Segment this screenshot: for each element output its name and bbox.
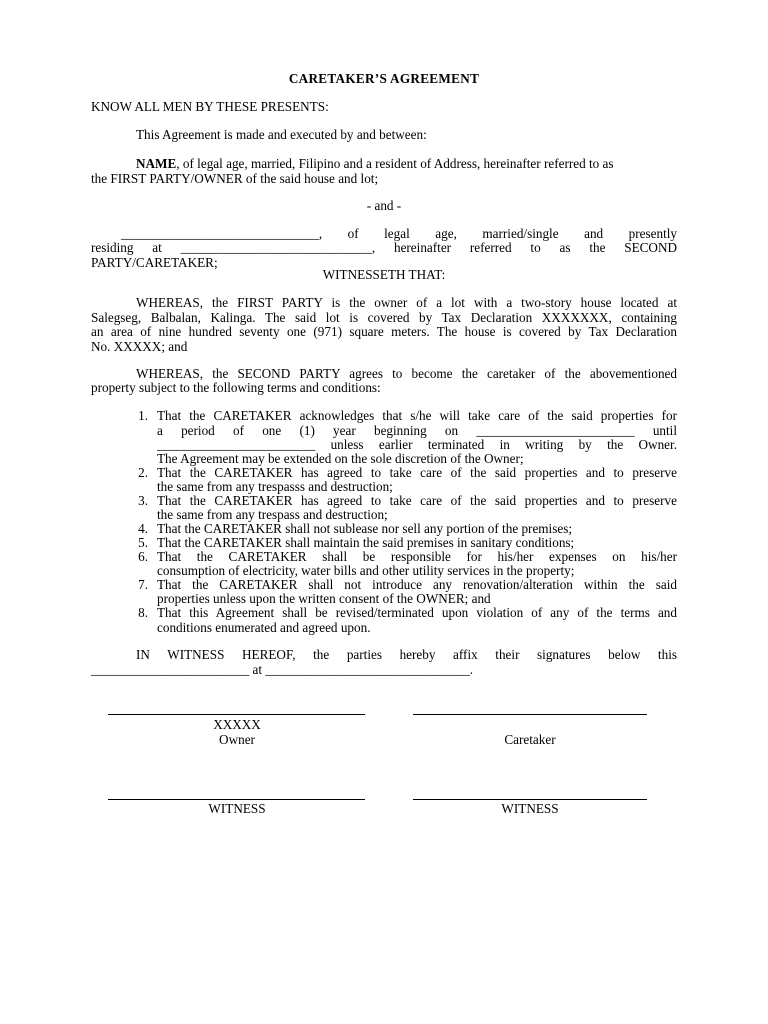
term-3-line-1: That the CARETAKER has agreed to take care of the said properties and to preserve xyxy=(157,493,677,508)
term-8-line-2: conditions enumerated and agreed upon. xyxy=(157,620,371,635)
second-party-line-2: residing at _____________________________, hereinafter referred to as the SECOND xyxy=(91,240,677,255)
page-title: CARETAKER’S AGREEMENT xyxy=(288,71,480,86)
term-2-line-1: That the CARETAKER has agreed to take care of the said properties and to preserve xyxy=(157,465,677,480)
intro-line: KNOW ALL MEN BY THESE PRESENTS: xyxy=(91,99,329,114)
term-5-line-1: That the CARETAKER shall maintain the said premises in sanitary conditions; xyxy=(157,535,575,550)
whereas-2-line-1: WHEREAS, the SECOND PARTY agrees to become the caretaker of the abovementioned xyxy=(136,366,677,381)
term-5-number: 5. xyxy=(138,535,148,550)
witness-left-signature-line xyxy=(108,799,365,800)
term-4-line-1: That the CARETAKER shall not sublease nor sell any portion of the premises; xyxy=(157,521,573,536)
term-1-line-1: That the CARETAKER acknowledges that s/he will take care of the said properties for xyxy=(157,408,677,423)
second-party-line-3: PARTY/CARETAKER; xyxy=(91,255,218,270)
whereas-1-line-3: an area of nine hundred seventy one (971) square meters. The house is covered by Tax Declaration xyxy=(91,324,677,339)
witness-hereof-line-2: ________________________ at _______________________________. xyxy=(91,662,474,677)
term-8-line-1: That this Agreement shall be revised/terminated upon violation of any of the terms and xyxy=(157,605,677,620)
term-6-line-1: That the CARETAKER shall be responsible for his/her expenses on his/her xyxy=(157,549,677,564)
witness-right-label: WITNESS xyxy=(501,801,559,816)
term-3-line-2: the same from any trespass and destruction; xyxy=(157,507,388,522)
and-separator: - and - xyxy=(366,198,402,213)
whereas-1-line-2: Salegseg, Balbalan, Kalinga. The said lot is covered by Tax Declaration XXXXXXX, containing xyxy=(91,310,677,325)
made-by-line: This Agreement is made and executed by and between: xyxy=(136,127,427,142)
whereas-1-line-1: WHEREAS, the FIRST PARTY is the owner of a lot with a two-story house located at xyxy=(136,295,677,310)
first-party-line-1-rest: , of legal age, married, Filipino and a resident of Address, hereinafter referred to as xyxy=(176,156,614,171)
owner-signature-line xyxy=(108,714,365,715)
term-2-number: 2. xyxy=(138,465,148,480)
term-1-line-3: ________________________ unless earlier terminated in writing by the Owner. xyxy=(157,437,677,452)
term-7-number: 7. xyxy=(138,577,148,592)
term-1-number: 1. xyxy=(138,408,148,423)
witness-hereof-line-1: IN WITNESS HEREOF, the parties hereby affix their signatures below this xyxy=(136,647,677,662)
term-1-line-2: a period of one (1) year beginning on ________________________ until xyxy=(157,423,677,438)
witnesseth-heading: WITNESSETH THAT: xyxy=(322,267,446,282)
whereas-1-line-4: No. XXXXX; and xyxy=(91,339,188,354)
owner-label: Owner xyxy=(219,732,255,747)
term-4-number: 4. xyxy=(138,521,148,536)
caretaker-label: Caretaker xyxy=(504,732,556,747)
whereas-2-line-2: property subject to the following terms and conditions: xyxy=(91,380,381,395)
term-7-line-1: That the CARETAKER shall not introduce any renovation/alteration within the said xyxy=(157,577,677,592)
term-3-number: 3. xyxy=(138,493,148,508)
term-2-line-2: the same from any trespasss and destruction; xyxy=(157,479,393,494)
witness-left-label: WITNESS xyxy=(208,801,266,816)
first-party-line-1 xyxy=(136,157,614,172)
owner-name: XXXXX xyxy=(213,717,261,732)
witness-right-signature-line xyxy=(413,799,647,800)
first-party-name: NAME xyxy=(136,156,177,171)
caretaker-signature-line xyxy=(413,714,647,715)
term-8-number: 8. xyxy=(138,605,148,620)
first-party-line-2: the FIRST PARTY/OWNER of the said house and lot; xyxy=(91,171,379,186)
term-6-line-2: consumption of electricity, water bills and other utility services in the property; xyxy=(157,563,575,578)
term-6-number: 6. xyxy=(138,549,148,564)
second-party-line-1: ______________________________, of legal age, married/single and presently xyxy=(121,226,677,241)
term-7-line-2: properties unless upon the written consent of the OWNER; and xyxy=(157,591,491,606)
term-1-line-4: The Agreement may be extended on the sole discretion of the Owner; xyxy=(157,451,524,466)
